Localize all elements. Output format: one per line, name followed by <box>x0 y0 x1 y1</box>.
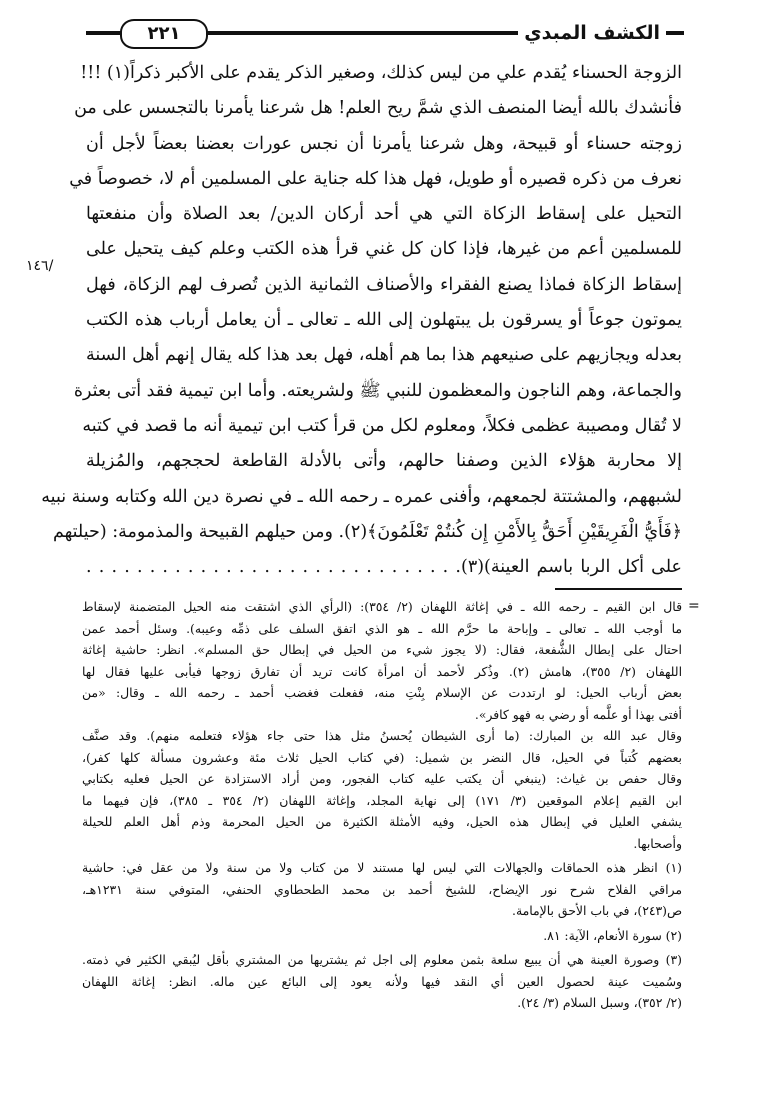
text-line: لا تُقال ومصيبة عظمى فكلاً، ومعلوم لكل من قرأ كتب ابن تيمية أنه ما قصد في كتبه <box>82 415 682 436</box>
footnote-line: وقال حفص بن غياث: (ينبغي أن يكتب عليه كتاب الفجور، ومن أراد الاستزادة عن الحيل فعليه بكتابي <box>82 771 682 786</box>
footnote-line: (٢/ ٣٥٢)، وسبل السلام (٣/ ٢٤). <box>517 995 682 1010</box>
text-line: للمسلمين أعم من غيرها، فإذا كان كل غني قرأ هذه الكتب وعلم كيف يتحيل على <box>86 239 682 260</box>
main-text <box>41 56 682 585</box>
footnotes <box>82 596 682 1014</box>
margin-note: ١٤٦/ <box>26 258 54 274</box>
footnote-line: (١) انظر هذه الحماقات والجهالات التي ليس لها مستند لا من كتاب ولا من سنة ولا من عقل في: حاشية <box>82 860 682 875</box>
text-line: إلا محاربة هؤلاء الذين وصفنا حالهم، وأتى بالأدلة القاطعة لحججهم، والمُزيلة <box>86 451 682 472</box>
book-title: الكشف المبدي <box>518 18 666 48</box>
footnote-line: اللهفان (٢/ ٣٥٥)، هامش (٢). وذُكر لأحمد أن امرأة كانت تريد أن تفارق زوجها فيأبى عليها فقال لها <box>82 663 683 679</box>
footnote-line: بعضهم كُتباً في الحيل، قال النضر بن شميل: (في كتاب الحيل ثلاث مئة وعشرون مسألة كلها كفر)، <box>82 749 682 765</box>
text-line: فأنشدك بالله أيضا المنصف الذي شمَّ ريح العلم! هل شرعنا يأمرنا بالتجسس على من <box>74 98 682 119</box>
text-line: إسقاط الزكاة فماذا يصنع الفقراء والأصناف الثمانية الذين تُصرف لهم الزكاة، فهل <box>86 274 682 295</box>
text-line: لشبههم، والمشتتة لجمعهم، وأفنى عمره ـ رحمه الله ـ في نصرة دين الله وكتابه وسنة نبيه <box>41 486 682 507</box>
footnote-line: وسُميت عينة لحصول العين أي النقد فيها ولأنه يعود إلى البائع عين ماله. انظر: إغاثة اللهفان <box>82 973 682 989</box>
footnote-line: احتال على إبطال الشُّفعة، فقال: (لا يجوز شيء من الحيل في إبطال حق المسلم». انظر: حاشية إغاثة <box>82 642 682 657</box>
footnote-line: (٢) سورة الأنعام، الآية: ٨١. <box>543 927 682 943</box>
footnote-line: وقال عبد الله بن المبارك: (ما أرى الشيطان يُحسنُ مثل هذا حتى جاء هؤلاء فتعلمه منهم). وقد صنَّف <box>82 728 682 743</box>
text-line: على أكل الربا باسم العينة)(٣). . . . . . . . . . . . . . . . . . . . . . . . . . . . . . <box>86 557 682 578</box>
footnote-line: قال ابن القيم ـ رحمه الله ـ في إغاثة اللهفان (٢/ ٣٥٤): (الرأي الذي اشتقت منه الحيل المتضمنة لإسقاط <box>82 599 682 614</box>
footnote-line: ما أوجب الله ـ تعالى ـ وإباحة ما حرَّم الله ـ هو الذي اتفق السلف على ذمِّه وعيبه). وسئل أحمد عمن <box>82 620 682 636</box>
footnote-2 <box>82 925 682 947</box>
footnote-line: ابن القيم إعلام الموقعين (٣/ ١٧١) إلى نهاية المجلد، وإغاثة اللهفان (٢/ ٣٥٤ ـ ٣٨٥)، فإن فيهما ما <box>82 792 682 808</box>
footnote-line: وأصحابها. <box>633 835 682 851</box>
footnote-line: يشفي العليل في إبطال هذه الحيل، وفيه الأمثلة الكثيرة من الحيل المحرمة وذم أهل العلم للحيلة <box>82 814 682 829</box>
text-line: يموتون جوعاً أو يسرقون بل يبتهلون إلى الله ـ تعالى ـ أن يعامل أرباب هذه الكتب <box>86 310 682 331</box>
footnote-continued <box>82 596 682 854</box>
footnote-line: أفتى بهذا أو علَّمه أو رضي به فهو كافر». <box>474 706 682 722</box>
running-header <box>86 18 684 48</box>
text-line: نعرف من ذكره قصيره أو طويل، فهل هذا كله جناية على المسلمين أم لا، خصوصاً في <box>69 168 682 189</box>
text-line: زوجته حسناء أو قبيحة، وهل شرعنا يأمرنا أن نجس عورات بعضنا بعضاً لأجل أن <box>86 133 682 154</box>
text-line: بعدله ويجازيهم على صنيعهم هذا بما هم أهله، فهل بعد هذا كله يقال إنهم أهل السنة <box>86 345 682 366</box>
quran-verse-line: ﴿فَأَيُّ الْفَرِيقَيْنِ أَحَقُّ بِالأَمْنِ إِن كُنتُمْ تَعْلَمُونَ﴾(٢). ومن حيلهم القبيحة والمذمومة: (حيلتهم <box>52 521 682 542</box>
footnote-separator <box>555 588 682 590</box>
text-line: الزوجة الحسناء يُقدم علي من ليس كذلك، وصغير الذكر يقدم على الأكبر ذكراً(١) !!! <box>80 63 682 83</box>
footnote-line: (٣) وصورة العينة هي أن يبيع سلعة بثمن معلوم إلى اجل ثم يشتريها من المشتري بأقل ليُبقي الكثير في ذمته. <box>82 952 682 967</box>
page-number: ٢٢١ <box>120 19 208 49</box>
footnote-continuation-marker: = <box>688 598 700 614</box>
footnote-line: بعض أرباب الحيل: لو ارتددت عن الإسلام بِنْتِ منه، ففعلت فغضب أحمد ـ رحمه الله ـ وقال: «من <box>82 685 682 700</box>
footnote-line: ص(٢٤٣)، في باب الأحق بالإمامة. <box>512 903 682 918</box>
footnote-line: مراقي الفلاح شرح نور الإيضاح، للشيخ أحمد بن محمد الطحطاوي الحنفي، المتوفي سنة ١٢٣١هـ، <box>82 881 682 897</box>
footnote-3 <box>82 949 682 1014</box>
text-line: والجماعة، وهم الناجون والمعظمون للنبي ﷺ ولشريعته. وأما ابن تيمية فقد أتى بعثرة <box>73 380 682 401</box>
text-line: التحيل على إسقاط الزكاة التي هي أحد أركان الدين/ بعد الصلاة وأن منفعتها <box>86 204 682 225</box>
footnote-1 <box>82 857 682 922</box>
